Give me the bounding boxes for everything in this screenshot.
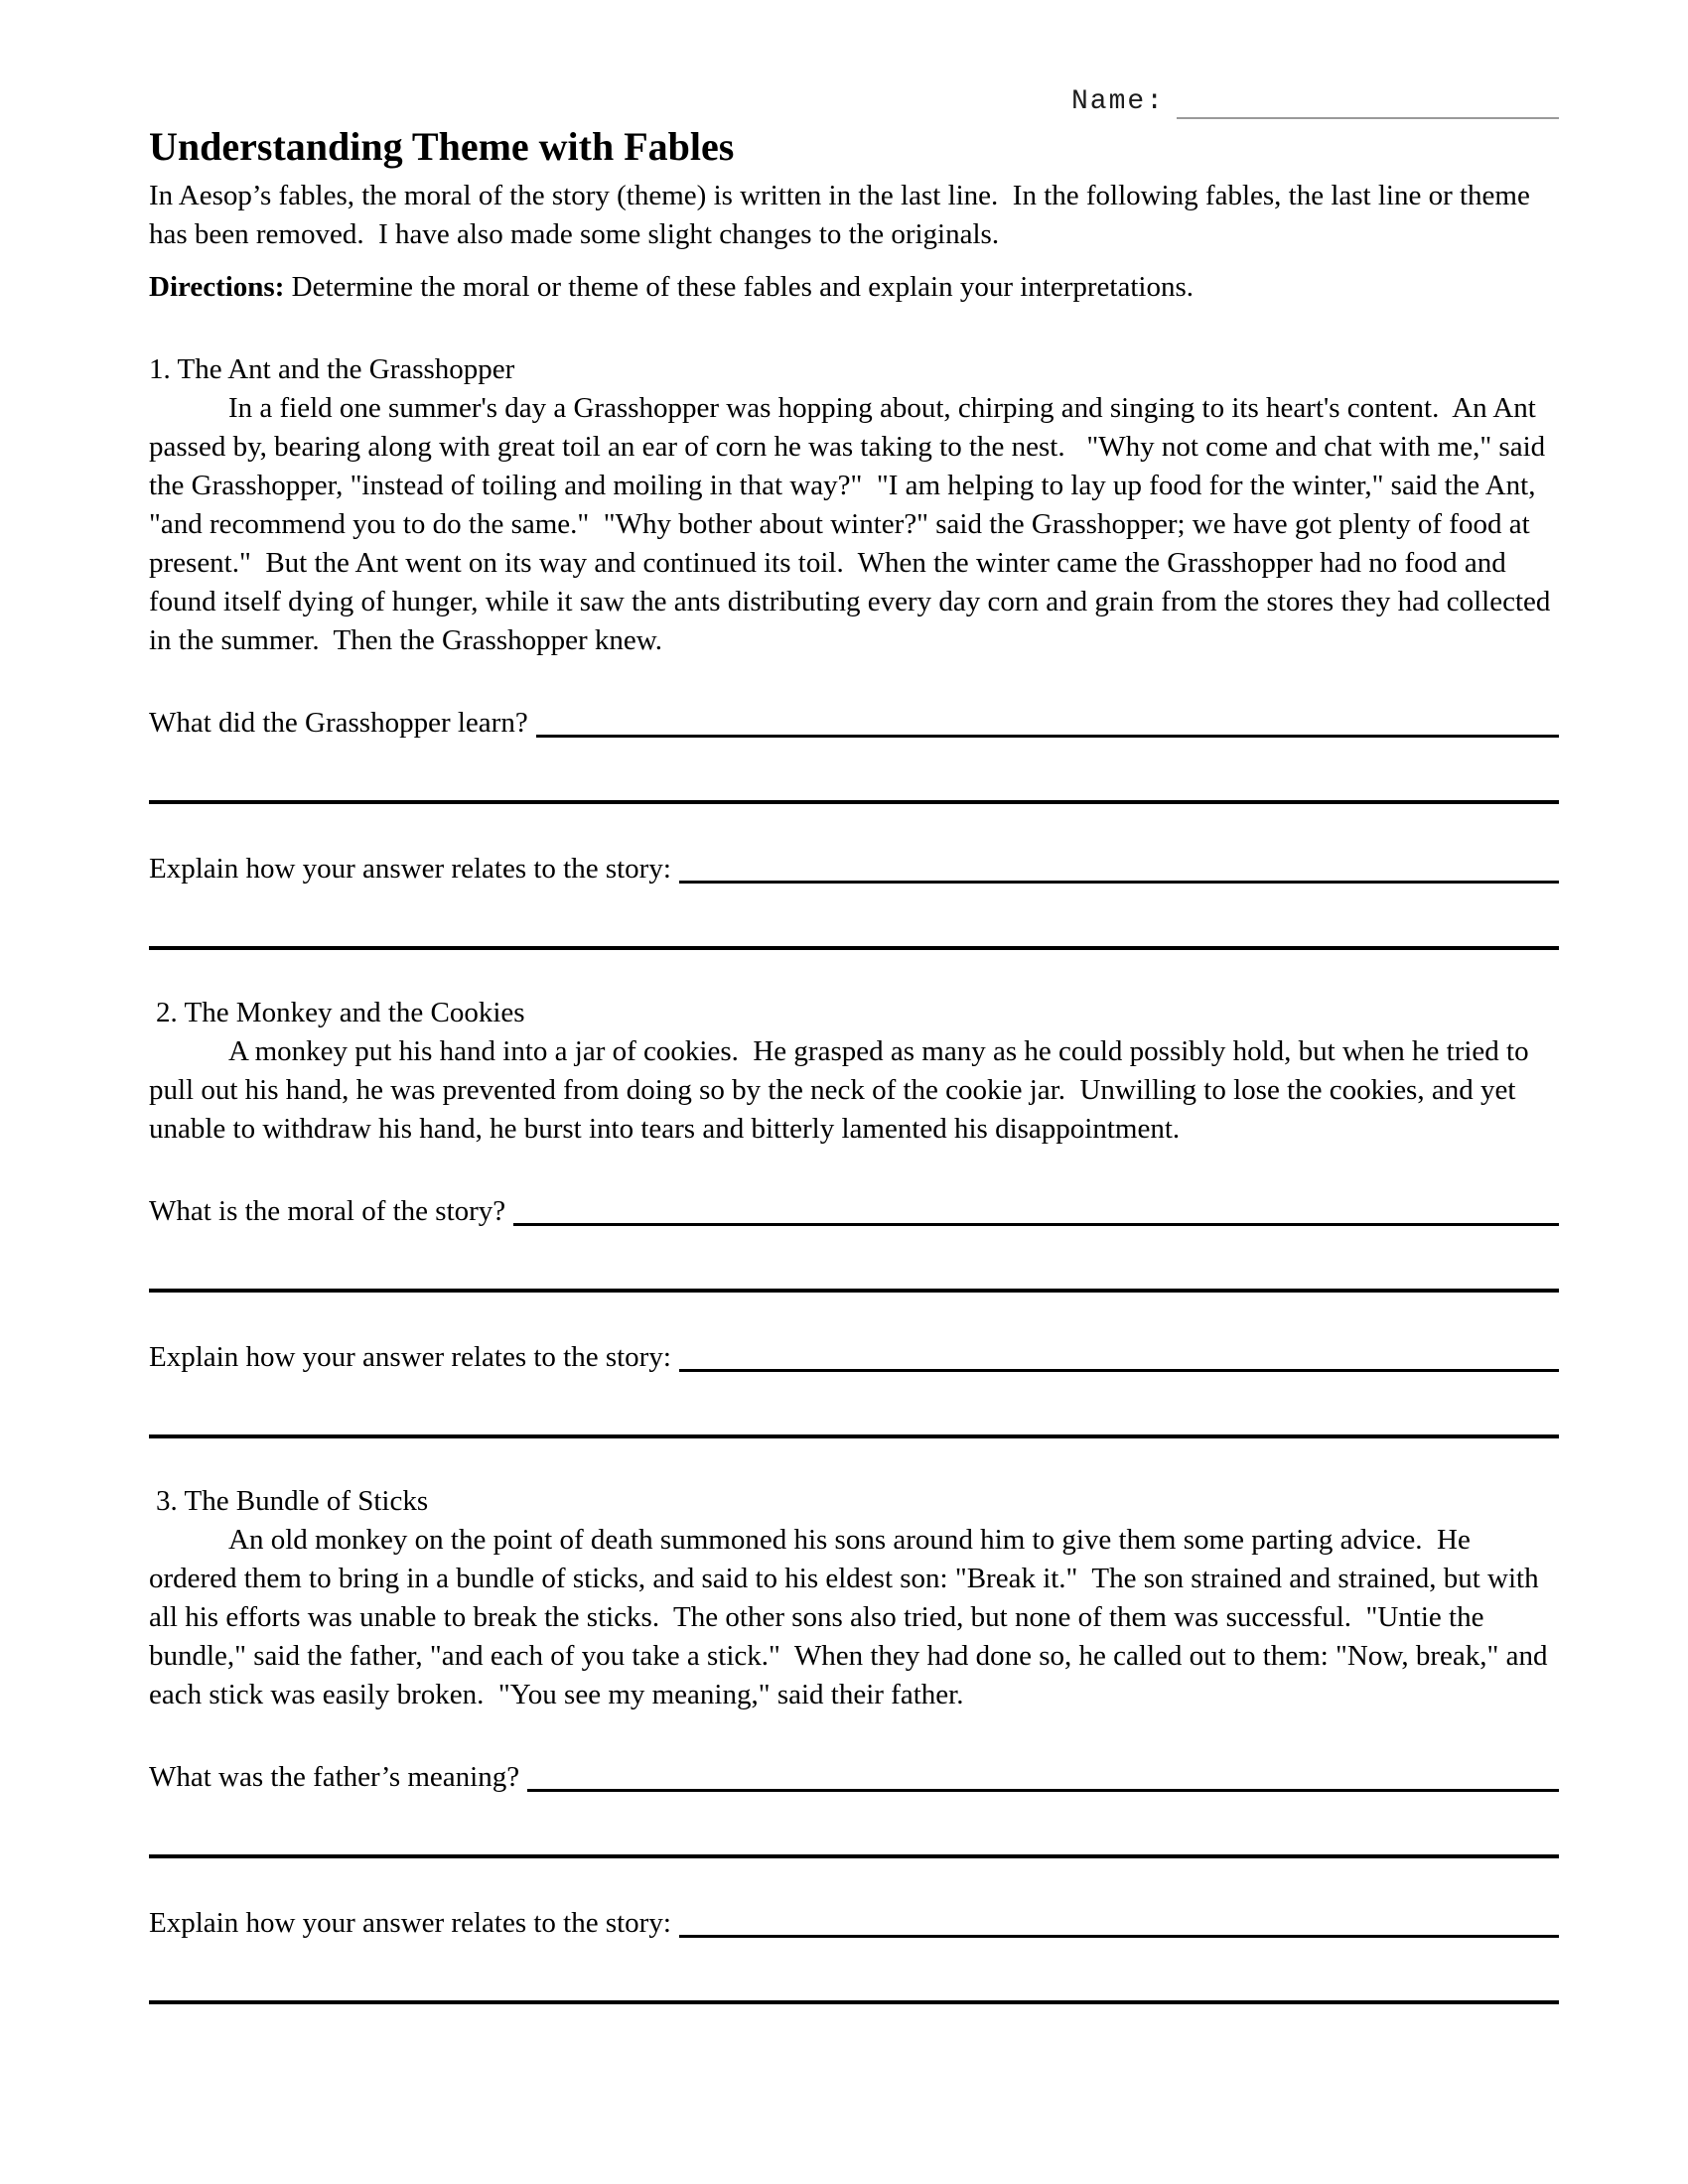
fable-3-answer-line-2[interactable] xyxy=(149,1854,1559,1858)
fable-2-explain-row xyxy=(149,1338,1559,1377)
fable-1-heading: 1. The Ant and the Grasshopper xyxy=(149,353,515,385)
fable-section-3 xyxy=(149,1482,1559,2004)
fable-1-explain-line[interactable] xyxy=(679,881,1559,884)
directions-label: Directions: xyxy=(149,271,285,303)
fable-2-answer-line-2[interactable] xyxy=(149,1289,1559,1293)
name-label: Name: xyxy=(1070,86,1165,117)
fable-section-2 xyxy=(149,994,1559,1438)
fable-3-explain-label: Explain how your answer relates to the story: xyxy=(149,1907,671,1939)
fable-3-explain-row xyxy=(149,1904,1559,1943)
fable-2-text: A monkey put his hand into a jar of cookies. He grasped as many as he could possibly hold, but when he tried to pull out his hand, he was prevented from doing so by the neck of the cookie jar. Unwilling to lose the cookies, and yet unable to withdraw his hand, he burst into tears and bitterly lamented his disappointment. xyxy=(149,1035,1536,1145)
fable-1-answer-line-2[interactable] xyxy=(149,800,1559,804)
fable-2-answer-line[interactable] xyxy=(513,1223,1559,1226)
fable-2-explain-line-2[interactable] xyxy=(149,1434,1559,1438)
directions-text: Determine the moral or theme of these fables and explain your interpretations. xyxy=(291,271,1194,303)
fable-2-explain-line[interactable] xyxy=(679,1369,1559,1372)
fable-1-question-row xyxy=(149,704,1559,743)
fable-2-question-row xyxy=(149,1192,1559,1231)
fable-1-explain-row xyxy=(149,850,1559,888)
fable-3-question-row xyxy=(149,1758,1559,1797)
directions xyxy=(149,268,1559,307)
fable-1-text: In a field one summer's day a Grasshopper was hopping about, chirping and singing to its heart's content. An Ant passed by, bearing along with great toil an ear of corn he was taking to the nest. "Why not come and chat with me," said the Grasshopper, "instead of toiling and moiling in that way?" "I am helping to lay up food for the winter," said the Ant, "and recommend you to do the same." "Why bother about winter?" said the Grasshopper; we have got plenty of food at present." But the Ant went on its way and continued its toil. When the winter came the Grasshopper had no food and found itself dying of hunger, while it saw the ants distributing every day corn and grain from the stores they had collected in the summer. Then the Grasshopper knew. xyxy=(149,392,1558,656)
name-header xyxy=(149,69,1559,119)
fable-1-explain-line-2[interactable] xyxy=(149,946,1559,950)
fable-1-question-label: What did the Grasshopper learn? xyxy=(149,707,528,739)
fable-1-answer-line[interactable] xyxy=(536,735,1559,738)
fable-3-explain-line-2[interactable] xyxy=(149,2000,1559,2004)
fable-3-answer-line[interactable] xyxy=(527,1789,1559,1792)
fable-3-heading: 3. The Bundle of Sticks xyxy=(156,1485,429,1517)
name-input-line[interactable] xyxy=(1177,87,1559,119)
fable-section-1 xyxy=(149,350,1559,950)
page-title: Understanding Theme with Fables xyxy=(149,124,735,169)
fable-1-explain-label: Explain how your answer relates to the story: xyxy=(149,853,671,885)
fable-3-text: An old monkey on the point of death summoned his sons around him to give them some parting advice. He ordered them to bring in a bundle of sticks, and said to his eldest son: "Break it." The son strained and strained, but with all his efforts was unable to break the sticks. The other sons also tried, but none of them was successful. "Untie the bundle," said the father, "and each of you take a stick." When they had done so, he called out to them: "Now, break," and each stick was easily broken. "You see my meaning," said their father. xyxy=(149,1524,1555,1710)
fable-3-question-label: What was the father’s meaning? xyxy=(149,1761,520,1793)
fable-2-heading: 2. The Monkey and the Cookies xyxy=(156,997,525,1028)
fable-3-explain-line[interactable] xyxy=(679,1935,1559,1938)
intro-text: In Aesop’s fables, the moral of the story (theme) is written in the last line. In the following fables, the last line or theme has been removed. I have also made some slight changes to the originals. xyxy=(149,180,1538,250)
fable-2-question-label: What is the moral of the story? xyxy=(149,1195,506,1227)
fable-2-explain-label: Explain how your answer relates to the story: xyxy=(149,1341,671,1373)
